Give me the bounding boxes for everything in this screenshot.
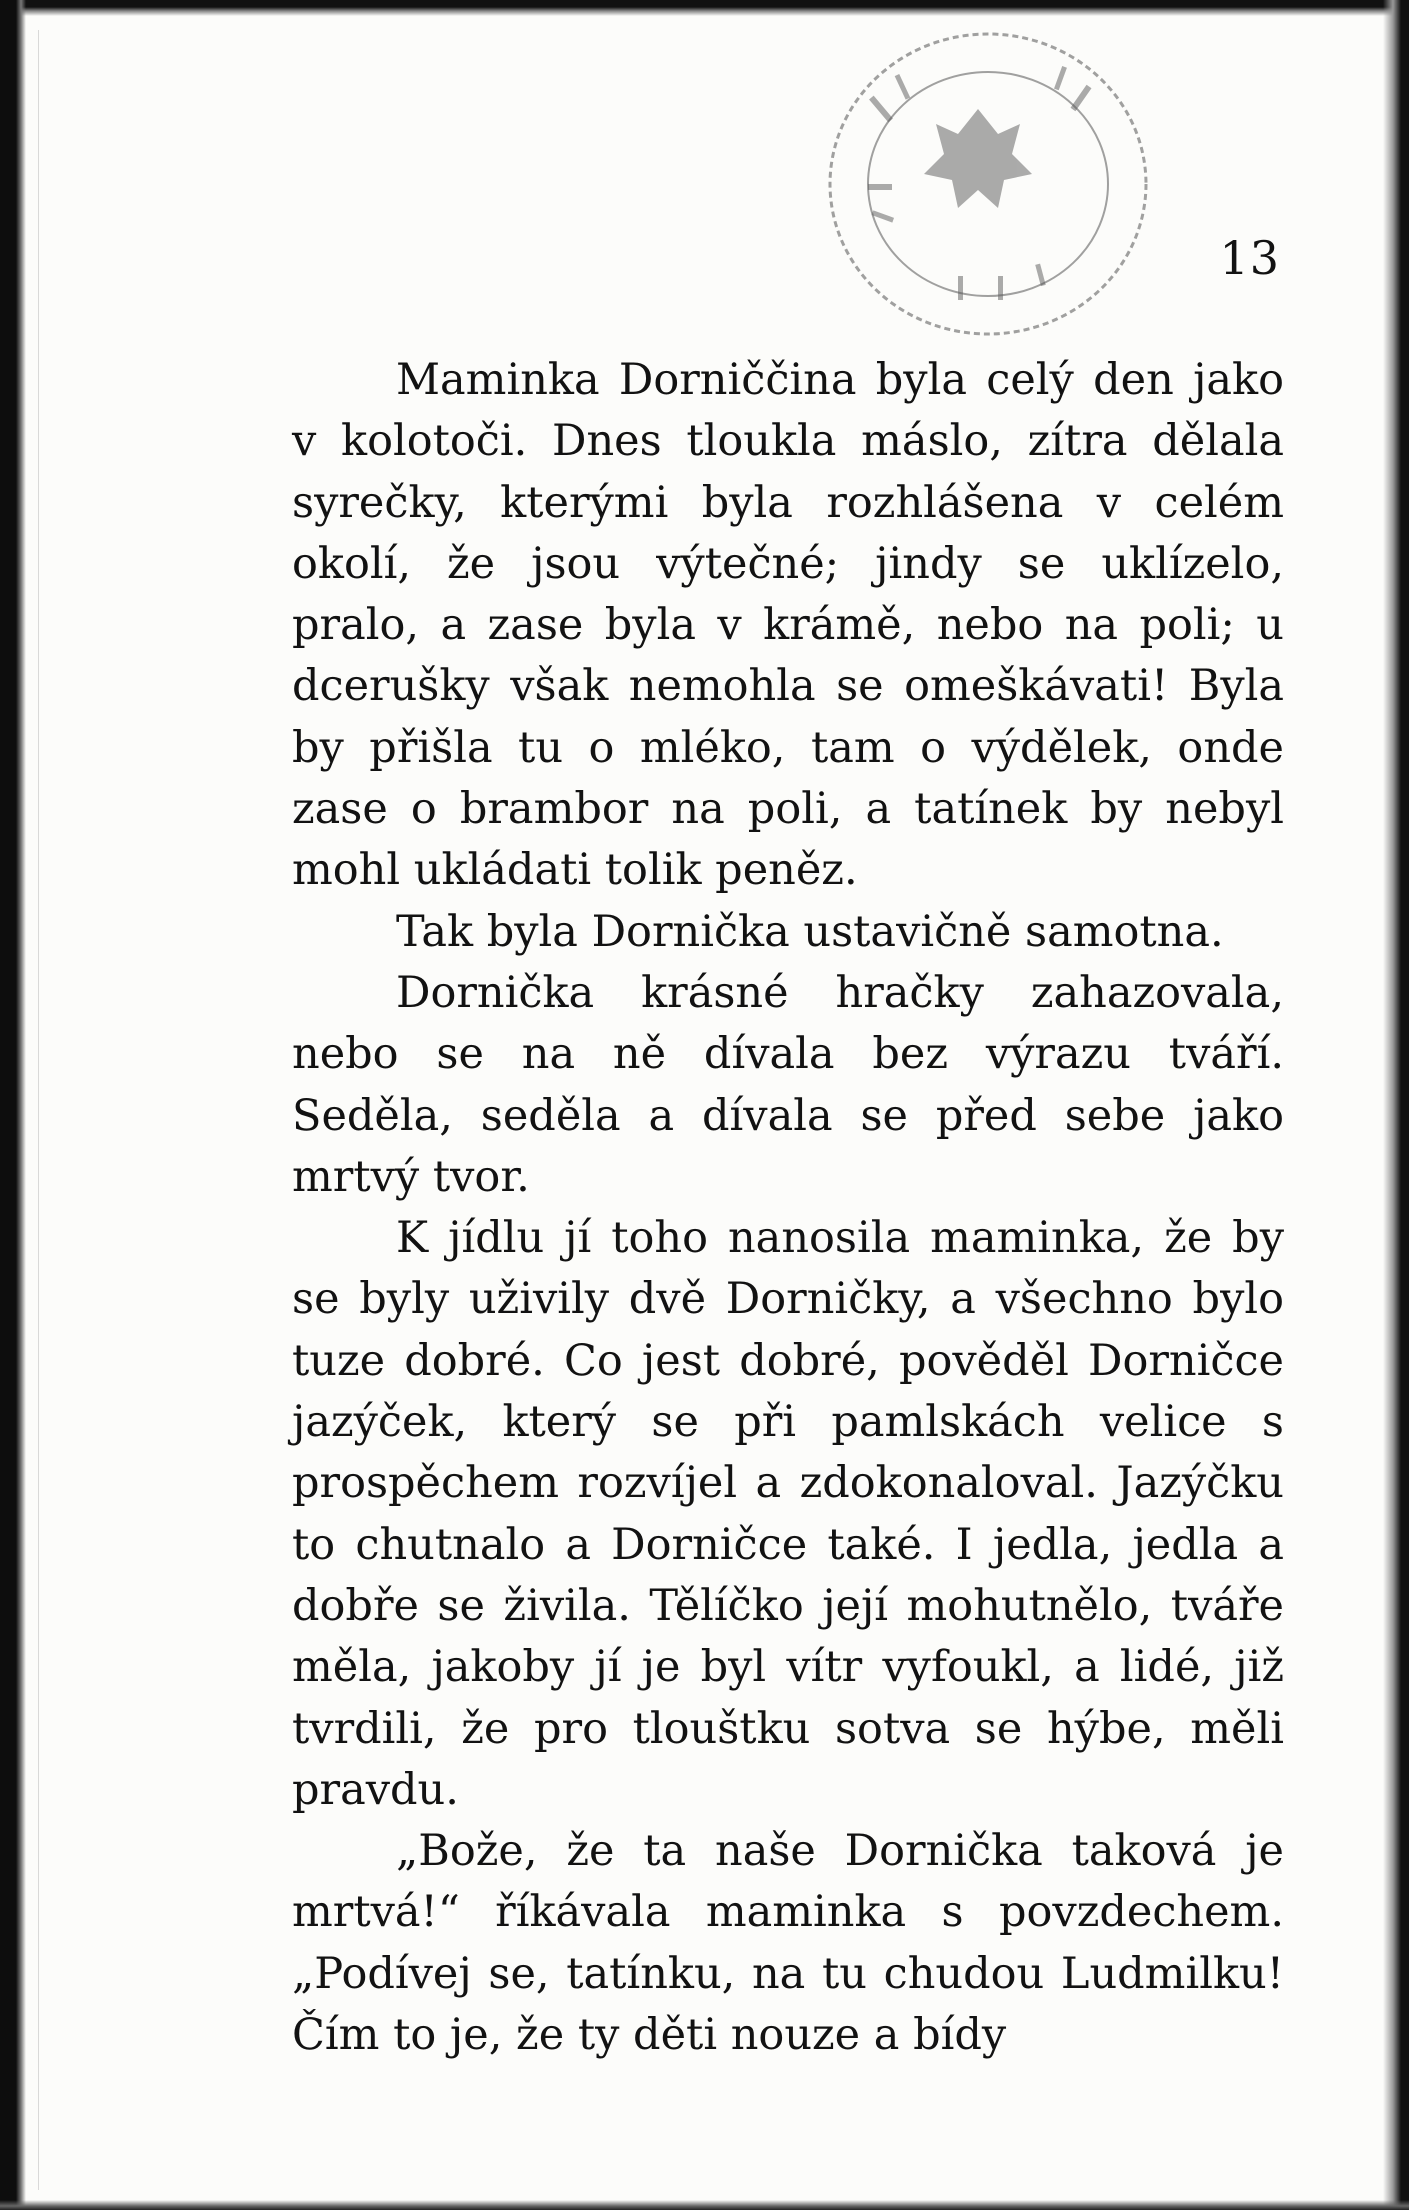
page-number: 13 <box>1219 231 1280 285</box>
scan-edge-left <box>0 0 26 2210</box>
scan-edge-top <box>0 0 1409 16</box>
gutter-line <box>38 30 39 2190</box>
paragraph: „Bože, že ta naše Dornička taková je mrtvá!“ říkávala maminka s povzdechem. „Podívej se, tatínku, na tu chudou Ludmilku! Čím to je, že ty děti nouze a bídy <box>292 1826 1284 2061</box>
scan-edge-right <box>1383 0 1409 2210</box>
paragraph: K jídlu jí toho nanosila maminka, že by se byly uživily dvě Dorničky, a všechno bylo tuze dobré. Co jest dobré, pověděl Dorničce jazýček, který se při pamlskách velice s prospěchem rozvíjel a zdokonaloval. Jazýčku to chutnalo a Dorničce také. I jedla, jedla a dobře se živila. Tělíčko její mohutnělo, tváře měla, jakoby jí je byl vítr vyfoukl, a lidé, již tvrdili, že pro tlouštku sotva se hýbe, měli pravdu. <box>292 1213 1284 1815</box>
library-stamp <box>808 14 1168 354</box>
paragraph: Tak byla Dornička ustavičně samotna. <box>396 906 1224 957</box>
body-text <box>292 350 1284 2066</box>
paragraph: Maminka Dorniččina byla celý den jako v kolotoči. Dnes tloukla máslo, zítra dělala syrečky, kterými byla rozhlášena v celém okolí, že jsou výtečné; jindy se uklízelo, pralo, a zase byla v krámě, nebo na poli; u dcerušky však nemohla se omeškávati! Byla by přišla tu o mléko, tam o výdělek, onde zase o brambor na poli, a tatínek by nebyl mohl ukládati tolik peněz. <box>292 355 1284 896</box>
paragraph: Dornička krásné hračky zahazovala, nebo se na ně dívala bez výrazu tváří. Seděla, seděla a dívala se před sebe jako mrtvý tvor. <box>292 967 1284 1202</box>
scan-edge-bottom <box>0 2200 1409 2210</box>
